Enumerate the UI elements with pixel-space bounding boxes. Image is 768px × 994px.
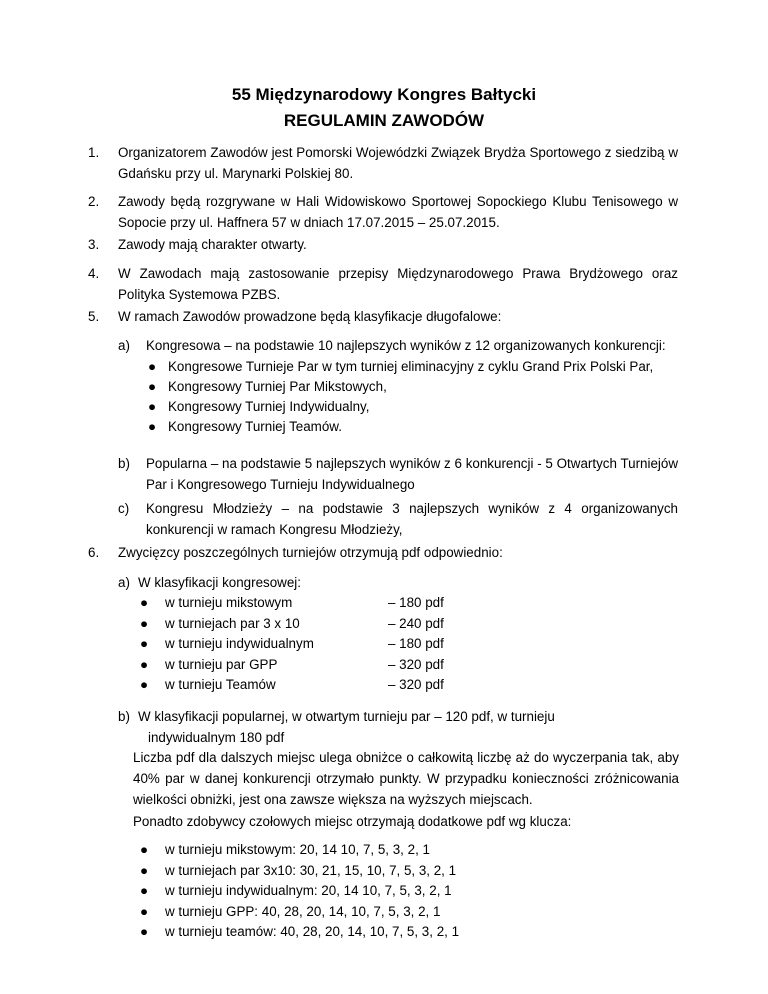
list-item: ● Kongresowe Turnieje Par w tym turniej eliminacyjny z cyklu Grand Prix Polski Par, [148, 357, 678, 377]
section-number: 2. [88, 194, 100, 209]
section-6 [88, 542, 678, 563]
bullet-icon: ● [140, 842, 149, 857]
points-paragraph: Liczba pdf dla dalszych miejsc ulega obniżce o całkowitą liczbę aż do wyczerpania tak, aby 40% par w danej konkurencji otrzymało punkty. W przypadku konieczności zróżnicowania wielkości obniżki, jest ona zawsze większa na wyższych miejscach. [133, 750, 679, 807]
section-number: 5. [88, 309, 100, 324]
subsection-letter: a) [118, 575, 130, 590]
section-5c [118, 498, 678, 540]
section-number: 6. [88, 545, 100, 560]
section-6a [118, 572, 678, 593]
bullet-icon: ● [140, 636, 149, 652]
list-item: ● w turnieju Teamów – 320 pdf [140, 675, 540, 696]
section-text: Organizatorem Zawodów jest Pomorski Wojewódzki Związek Brydża Sportowego z siedzibą w Gdańsku przy ul. Marynarki Polskiej 80. [118, 145, 678, 181]
section-2 [88, 191, 678, 233]
section-number: 1. [88, 145, 100, 160]
bullet-icon: ● [148, 379, 157, 394]
bullet-icon: ● [140, 615, 149, 631]
subsection-text: Kongresu Młodzieży – na podstawie 3 najlepszych wyników z 4 organizowanych konkurencji w ramach Kongresu Młodzieży, [146, 501, 678, 537]
bullet-icon: ● [140, 924, 149, 940]
document-subtitle: REGULAMIN ZAWODÓW [283, 111, 485, 130]
subsection-letter: a) [118, 338, 130, 353]
list-item: ● w turnieju mikstowym: 20, 14 10, 7, 5, 3, 2, 1 [140, 840, 560, 861]
list-item: ● Kongresowy Turniej Par Mikstowych, [148, 377, 678, 397]
section-5a [118, 335, 678, 437]
subsection-letter: c) [118, 501, 130, 516]
bullet-icon: ● [140, 677, 149, 693]
section-text: Zawody będą rozgrywane w Hali Widowiskowo Sportowej Sopockiego Klubu Tenisowego w Sopocie przy ul. Haffnera 57 w dniach 17.07.2015 – 25.07.2015. [118, 194, 678, 230]
subsection-text-cont: indywidualnym 180 pdf [148, 730, 285, 745]
list-item: ● w turnieju indywidualnym: 20, 14 10, 7, 5, 3, 2, 1 [140, 881, 560, 902]
bullet-icon: ● [140, 862, 149, 878]
section-text: Zwycięzcy poszczególnych turniejów otrzymują pdf odpowiednio: [118, 545, 503, 560]
section-5b [118, 453, 678, 495]
section-number: 3. [88, 237, 100, 252]
document-title: 55 Międzynarodowy Kongres Bałtycki [231, 85, 537, 104]
list-item: ● w turnieju teamów: 40, 28, 20, 14, 10, 7, 5, 3, 2, 1 [140, 922, 560, 943]
bullet-icon: ● [140, 883, 149, 899]
section-1 [88, 142, 678, 184]
subsection-text: W klasyfikacji kongresowej: [138, 575, 301, 590]
section-number: 4. [88, 266, 100, 281]
section-text: Zawody mają charakter otwarty. [118, 237, 307, 252]
subsection-letter: b) [118, 456, 130, 471]
bullet-icon: ● [148, 359, 157, 374]
list-item: ● w turniejach par 3x10: 30, 21, 15, 10, 7, 5, 3, 2, 1 [140, 861, 560, 882]
extra-points-intro: Ponadto zdobywcy czołowych miejsc otrzymają dodatkowe pdf wg klucza: [133, 814, 572, 829]
section-3 [88, 234, 678, 255]
list-item: ● w turnieju par GPP – 320 pdf [140, 655, 540, 676]
section-text: W ramach Zawodów prowadzone będą klasyfikacje długofalowe: [118, 309, 502, 324]
list-item: ● w turnieju mikstowym – 180 pdf [140, 593, 540, 614]
prize-list [140, 593, 540, 696]
section-4 [88, 263, 678, 305]
list-item: ● w turniejach par 3 x 10 – 240 pdf [140, 614, 540, 635]
bullet-icon: ● [140, 903, 149, 919]
list-item: ● w turnieju GPP: 40, 28, 20, 14, 10, 7, 5, 3, 2, 1 [140, 902, 560, 923]
list-item: ● Kongresowy Turniej Indywidualny, [148, 397, 678, 417]
bullet-icon: ● [148, 399, 157, 414]
section-text: W Zawodach mają zastosowanie przepisy Międzynarodowego Prawa Brydżowego oraz Polityka Systemowa PZBS. [118, 266, 678, 302]
list-item: ● Kongresowy Turniej Teamów. [148, 417, 678, 437]
list-item: ● w turnieju indywidualnym – 180 pdf [140, 634, 540, 655]
subsection-text: Kongresowa – na podstawie 10 najlepszych wyników z 12 organizowanych konkurencji: [146, 338, 666, 353]
subsection-text: W klasyfikacji popularnej, w otwartym turnieju par – 120 pdf, w turnieju [138, 709, 555, 724]
bullet-list [148, 357, 678, 437]
bullet-icon: ● [140, 656, 149, 672]
section-5 [88, 306, 678, 327]
extra-points-list [140, 840, 560, 943]
subsection-text: Popularna – na podstawie 5 najlepszych wyników z 6 konkurencji - 5 Otwartych Turniejów Par i Kongresowego Turnieju Indywidualnego [146, 456, 678, 492]
bullet-icon: ● [140, 595, 149, 610]
bullet-icon: ● [148, 419, 157, 434]
subsection-letter: b) [118, 709, 130, 724]
